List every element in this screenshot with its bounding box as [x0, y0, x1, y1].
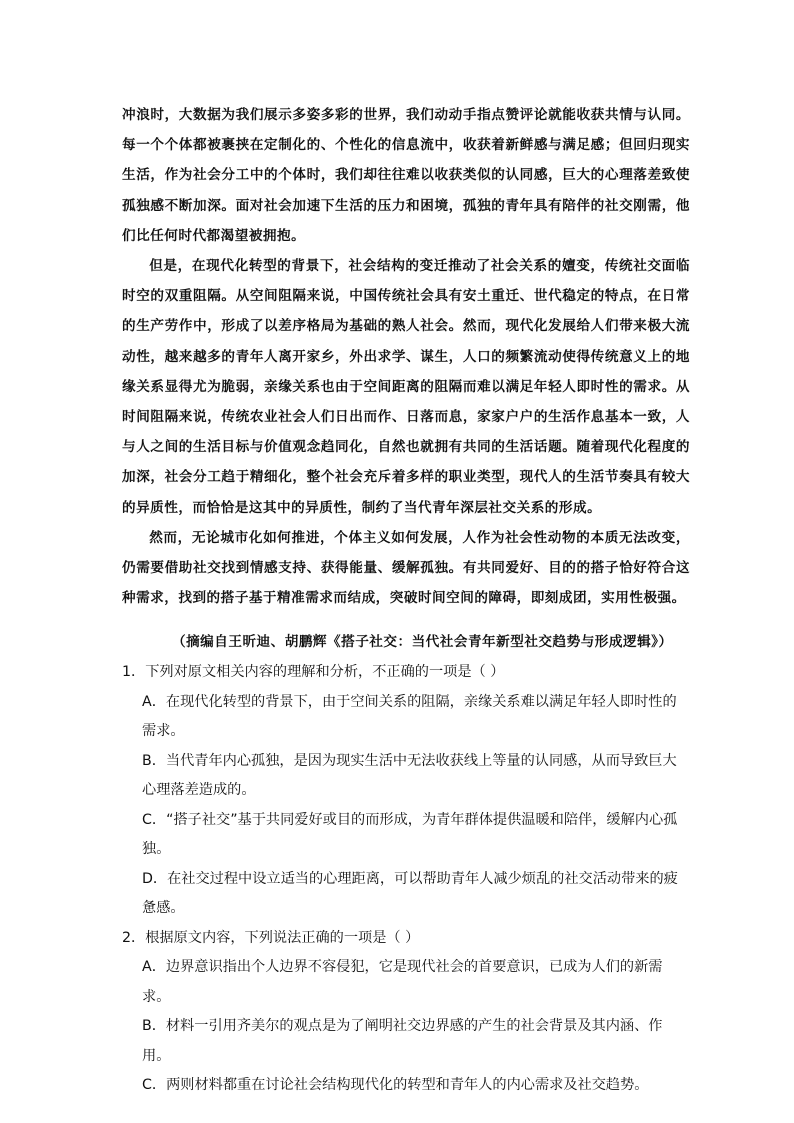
question-1-option-c: C．“搭子社交”基于共同爱好或目的而形成，为青年群体提供温暖和陪伴，缓解内心孤独。: [142, 811, 678, 857]
question-2-option-b: B．材料一引用齐美尔的观点是为了阐明社交边界感的产生的社会背景及其内涵、作用。: [142, 1018, 663, 1064]
passage-paragraph-3: 然而，无论城市化如何推进，个体主义如何发展，人作为社会性动物的本质无法改变，仍需要借助社交找到情感支持、获得能量、缓解孤独。有共同爱好、目的的搭子恰好符合这种需求，找到的搭子基于精准需求而结成，突破时间空间的障碍，即刻成团，实用性极强。: [122, 529, 690, 607]
question-2-option-a: A．边界意识指出个人边界不容侵犯，它是现代社会的首要意识，已成为人们的新需求。: [142, 959, 663, 1005]
question-1-option-a: A．在现代化转型的背景下，由于空间关系的阻隔，亲缘关系难以满足年轻人即时性的需求。: [142, 693, 677, 739]
passage-source-citation: （摘编自王昕迪、胡鹏辉《搭子社交：当代社会青年新型社交趋势与形成逻辑》）: [172, 634, 673, 650]
passage-paragraph-1: 冲浪时，大数据为我们展示多姿多彩的世界，我们动动手指点赞评论就能收获共情与认同。每一个个体都被裹挟在定制化的、个性化的信息流中，收获着新鲜感与满足感；但回归现实生活，作为社会分工中的个体时，我们却往往难以收获类似的认同感，巨大的心理落差致使孤独感不断加深。面对社会加速下生活的压力和困境，孤独的青年具有陪伴的社交刚需，他们比任何时代都渴望被拥抱。: [122, 107, 690, 244]
question-2: [122, 924, 688, 1101]
question-1-stem: 1．下列对原文相关内容的理解和分析，不正确的一项是（ ）: [122, 664, 505, 680]
question-2-stem: 2．根据原文内容，下列说法正确的一项是（ ）: [122, 929, 420, 946]
question-1-option-b: B．当代青年内心孤独，是因为现实生活中无法收获线上等量的认同感，从而导致巨大心理落差造成的。: [142, 752, 677, 798]
passage-paragraph-2: 但是，在现代化转型的背景下，社会结构的变迁推动了社会关系的嬗变，传统社交面临时空的双重阻隔。从空间阻隔来说，中国传统社会具有安土重迁、世代稳定的特点，在日常的生产劳作中，形成了以差序格局为基础的熟人社会。然而，现代化发展给人们带来极大流动性，越来越多的青年人离开家乡，外出求学、谋生，人口的频繁流动使得传统意义上的地缘关系显得尤为脆弱，亲缘关系也由于空间距离的阻隔而难以满足年轻人即时性的需求。从时间阻隔来说，传统农业社会人们日出而作、日落而息，家家户户的生活作息基本一致，人与人之间的生活目标与价值观念趋同化，自然也就拥有共同的生活话题。随着现代化程度的加深，社会分工趋于精细化，整个社会充斥着多样的职业类型，现代人的生活节奏具有较大的异质性，而恰恰是这其中的异质性，制约了当代青年深层社交关系的形成。: [122, 258, 690, 516]
questions-section: [122, 658, 688, 1101]
question-1-option-d: D．在社交过程中设立适当的心理距离，可以帮助青年人减少烦乱的社交活动带来的疲惫感。: [142, 870, 678, 916]
reading-passage: [122, 100, 690, 613]
question-1: [122, 658, 688, 924]
question-2-option-c: C．两则材料都重在讨论社会结构现代化的转型和青年人的内心需求及社交趋势。: [142, 1077, 649, 1093]
